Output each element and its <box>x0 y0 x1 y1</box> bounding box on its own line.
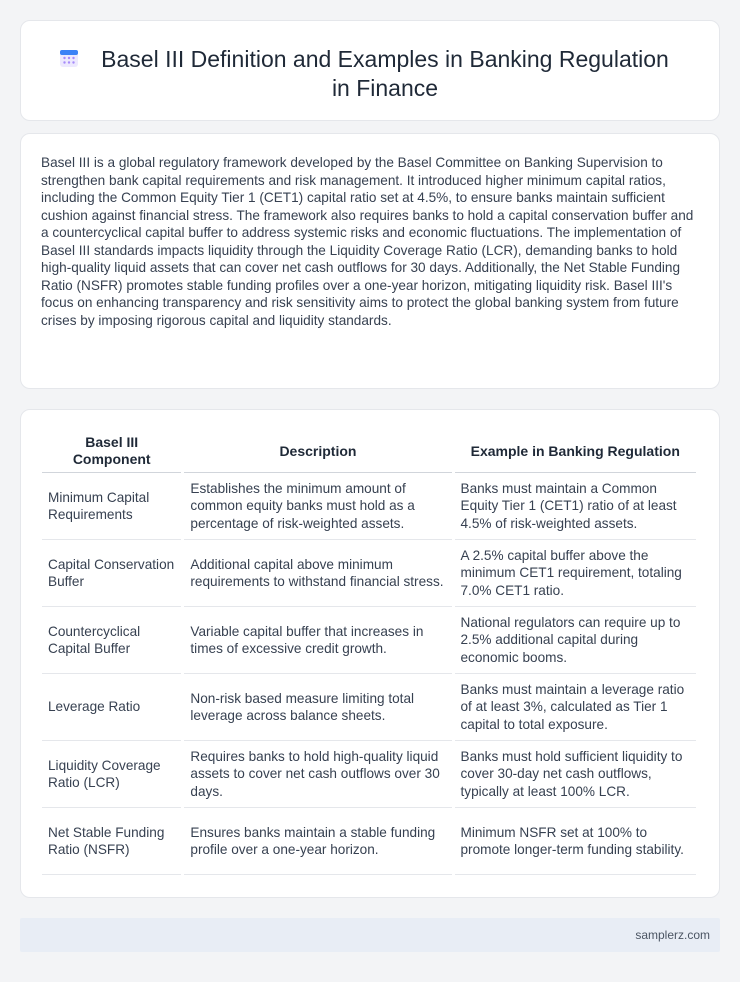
basel-components-table <box>39 430 699 875</box>
table-row <box>42 741 696 808</box>
header-component: Basel III Component <box>42 430 181 473</box>
cell-component: Leverage Ratio <box>42 674 181 741</box>
cell-example: A 2.5% capital buffer above the minimum CET1 requirement, totaling 7.0% CET1 ratio. <box>455 540 697 607</box>
intro-paragraph: Basel III is a global regulatory framework developed by the Basel Committee on Banking Supervision to strengthen bank capital requirements and risk management. It introduced higher minimum capital ratios, including the Common Equity Tier 1 (CET1) capital ratio set at 4.5%, to ensure banks maintain sufficient cushion against financial stress. The framework also requires banks to hold a capital conservation buffer and a countercyclical capital buffer to address systemic risks and economic fluctuations. The implementation of Basel III standards impacts liquidity through the Liquidity Coverage Ratio (LCR), demanding banks to hold high-quality liquid assets that can cover net cash outflows for 30 days. Additionally, the Net Stable Funding Ratio (NSFR) promotes stable funding profiles over a one-year horizon, mitigating liquidity risk. Basel III's focus on enhancing transparency and risk sensitivity aims to protect the global banking system from future crises by imposing rigorous capital and liquidity standards. <box>41 155 694 328</box>
table-card <box>20 409 720 898</box>
table-row <box>42 540 696 607</box>
title-card <box>20 20 720 121</box>
cell-example: Minimum NSFR set at 100% to promote longer-term funding stability. <box>455 808 697 875</box>
cell-component: Liquidity Coverage Ratio (LCR) <box>42 741 181 808</box>
header-description: Description <box>184 430 451 473</box>
cell-component: Net Stable Funding Ratio (NSFR) <box>42 808 181 875</box>
cell-description: Establishes the minimum amount of common equity banks must hold as a percentage of risk-weighted assets. <box>184 473 451 540</box>
cell-description: Non-risk based measure limiting total leverage across balance sheets. <box>184 674 451 741</box>
cell-description: Variable capital buffer that increases in times of excessive credit growth. <box>184 607 451 674</box>
cell-description: Ensures banks maintain a stable funding profile over a one-year horizon. <box>184 808 451 875</box>
table-row <box>42 473 696 540</box>
cell-description: Additional capital above minimum requirements to withstand financial stress. <box>184 540 451 607</box>
table-row <box>42 808 696 875</box>
header-example: Example in Banking Regulation <box>455 430 697 473</box>
table-row <box>42 607 696 674</box>
page-title: Basel III Definition and Examples in Banking Regulation in Finance <box>101 46 669 101</box>
cell-component: Countercyclical Capital Buffer <box>42 607 181 674</box>
cell-example: Banks must hold sufficient liquidity to cover 30-day net cash outflows, typically at least 100% LCR. <box>455 741 697 808</box>
cell-example: Banks must maintain a Common Equity Tier 1 (CET1) ratio of at least 4.5% of risk-weighted assets. <box>455 473 697 540</box>
cell-example: Banks must maintain a leverage ratio of at least 3%, calculated as Tier 1 capital to total exposure. <box>455 674 697 741</box>
footer-site-link[interactable]: samplerz.com <box>635 928 710 942</box>
cell-description: Requires banks to hold high-quality liquid assets to cover net cash outflows over 30 days. <box>184 741 451 808</box>
table-header-row <box>42 430 696 473</box>
cell-component: Capital Conservation Buffer <box>42 540 181 607</box>
footer-bar <box>20 918 720 952</box>
cell-example: National regulators can require up to 2.5% additional capital during economic booms. <box>455 607 697 674</box>
cell-component: Minimum Capital Requirements <box>42 473 181 540</box>
table-row <box>42 674 696 741</box>
intro-card <box>20 133 720 389</box>
